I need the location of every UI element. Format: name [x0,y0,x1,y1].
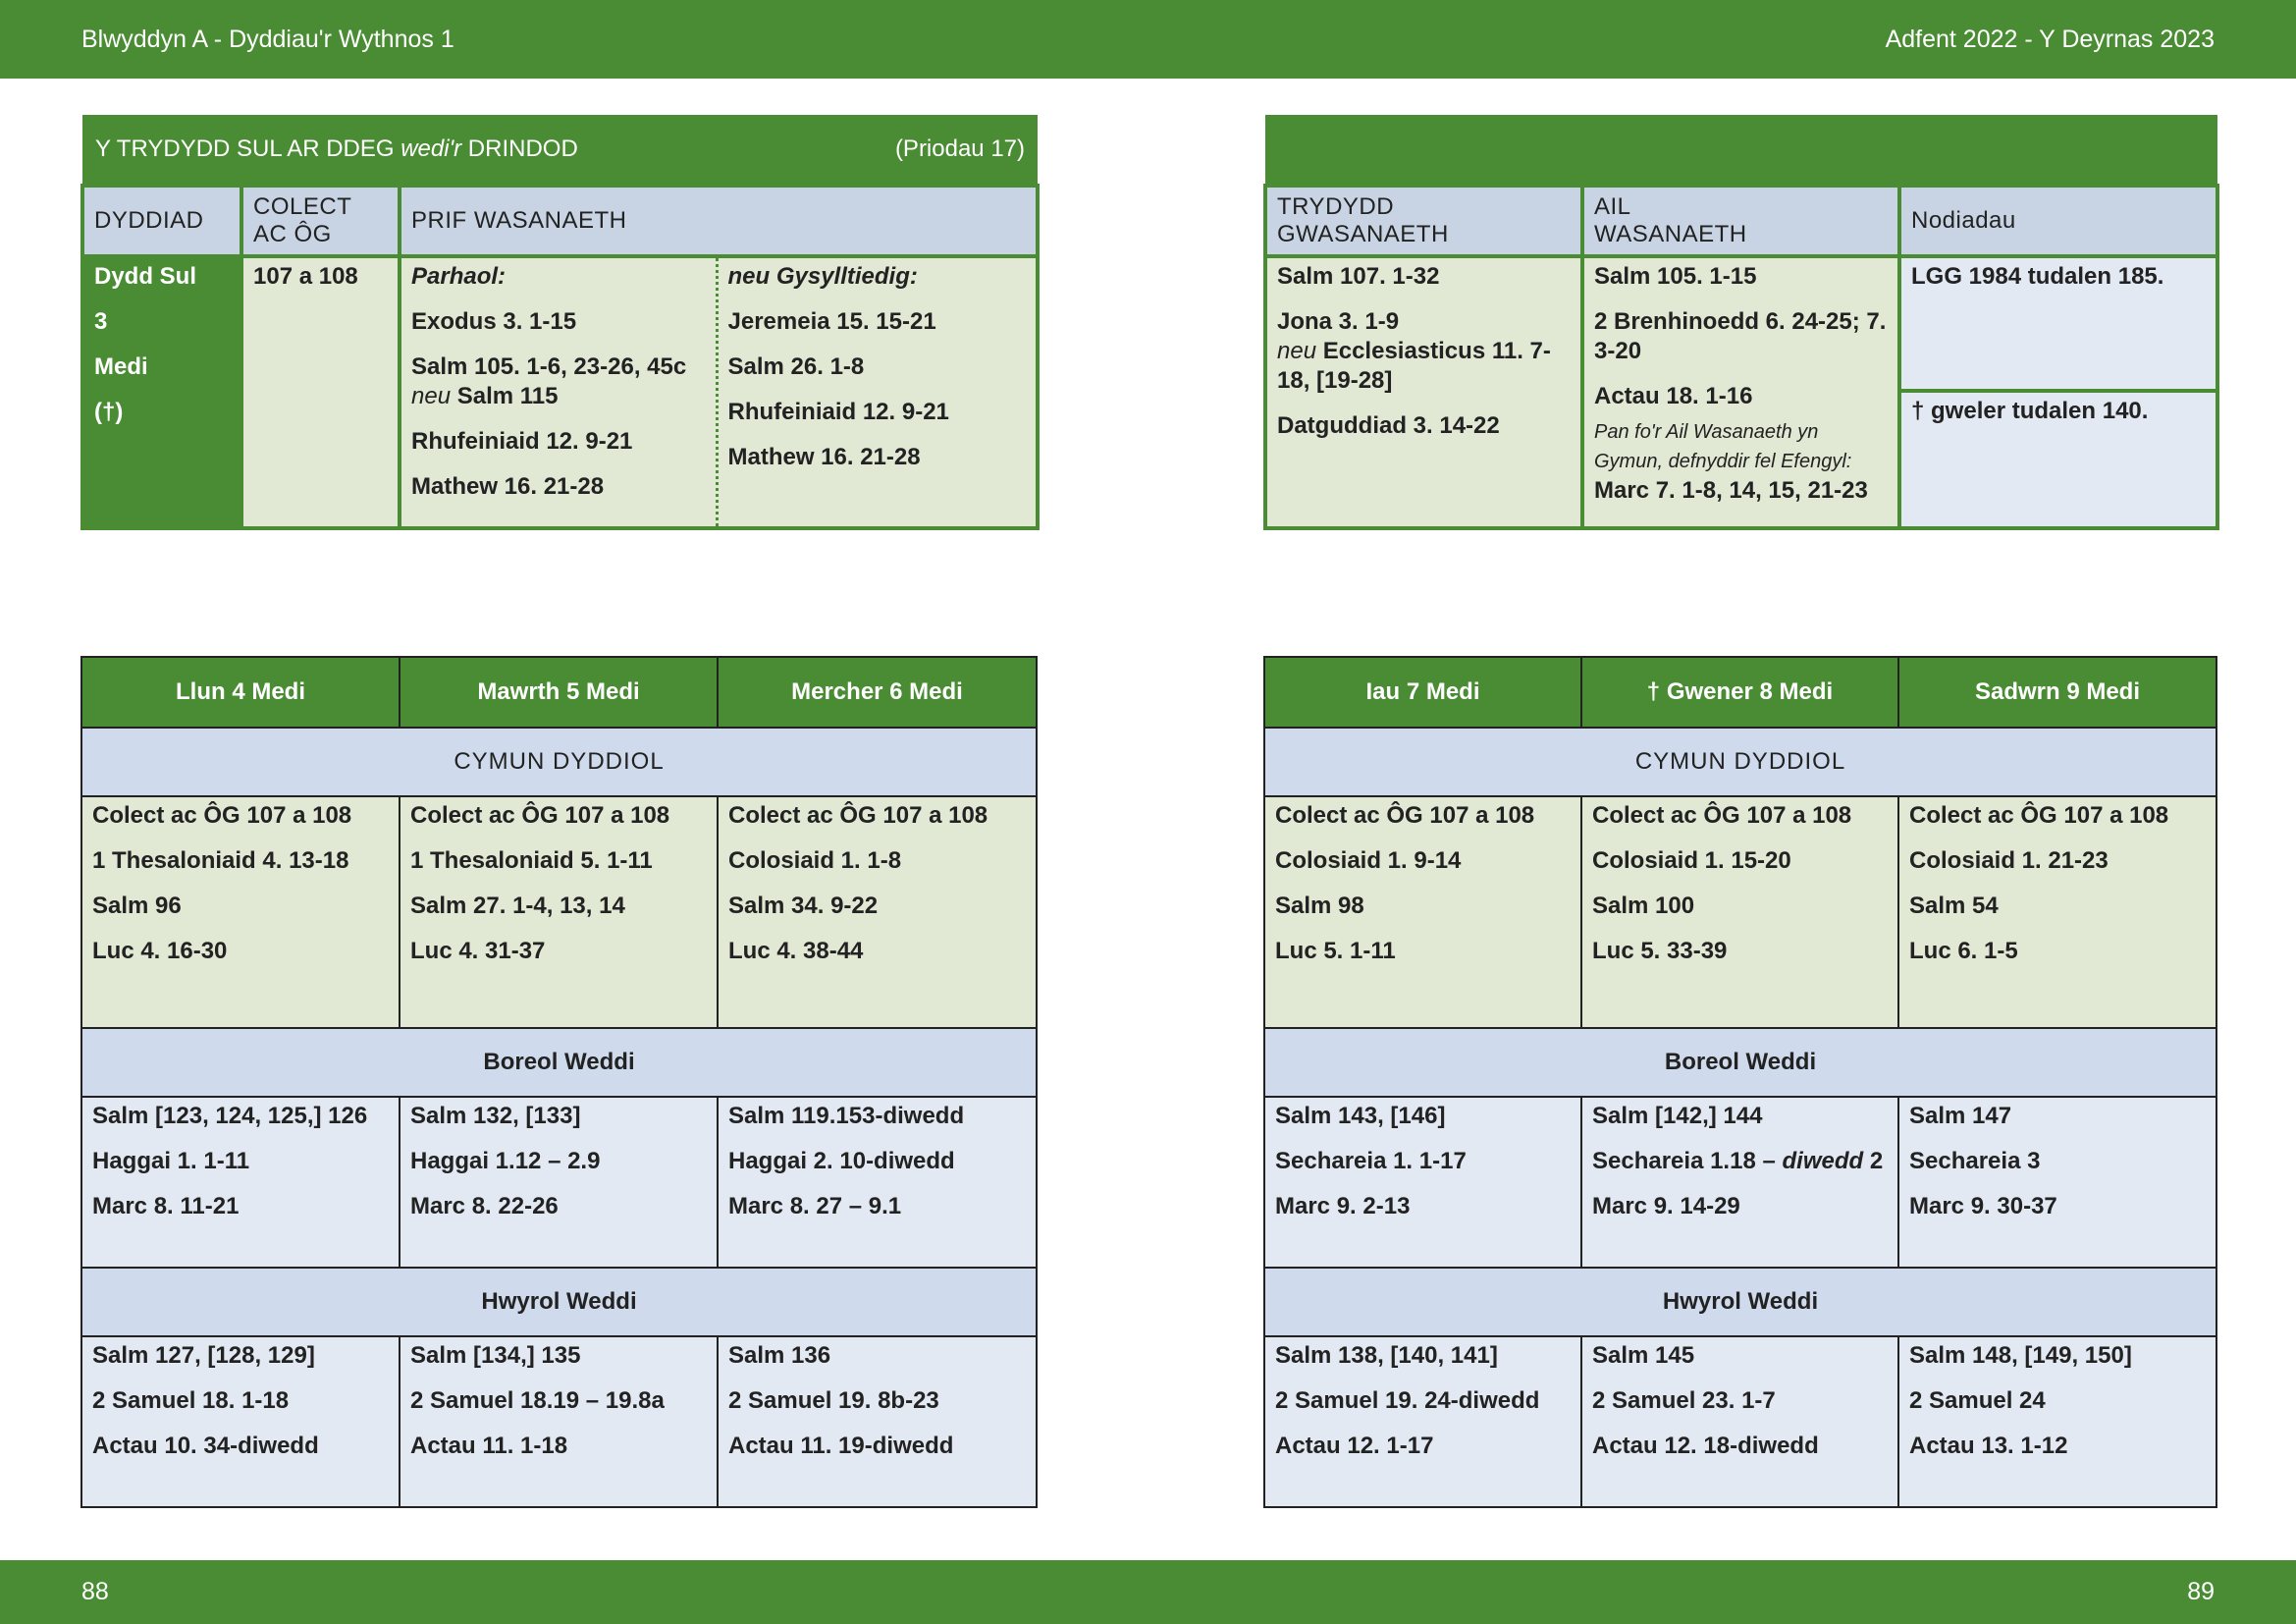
morning-readings: Salm [142,] 144 Sechareia 1.18 – diwedd 2 Marc 9. 14-29 [1581,1097,1898,1268]
morning-readings: Salm 147 Sechareia 3 Marc 9. 30-37 [1898,1097,2216,1268]
sunday-title-bar-right [1265,115,2217,186]
morning-readings: Salm 119.153-diwedd Haggai 2. 10-diwedd Marc 8. 27 – 9.1 [718,1097,1037,1268]
evening-readings: Salm 148, [149, 150] 2 Samuel 24 Actau 13. 1-12 [1898,1336,2216,1507]
header-third-service: TRYDYDD GWASANAETH [1265,186,1582,256]
evening-readings: Salm 127, [128, 129] 2 Samuel 18. 1-18 Actau 10. 34-diwedd [81,1336,400,1507]
section-morning-prayer: Boreol Weddi [81,1028,1037,1097]
header-bar [0,0,2296,79]
day-header: Sadwrn 9 Medi [1898,657,2216,728]
evening-readings: Salm 136 2 Samuel 19. 8b-23 Actau 11. 19-diwedd [718,1336,1037,1507]
day-header: Mercher 6 Medi [718,657,1037,728]
header-second-service: AIL WASANAETH [1582,186,1899,256]
morning-readings: Salm [123, 124, 125,] 126 Haggai 1. 1-11 Marc 8. 11-21 [81,1097,400,1268]
section-eucharist: CYMUN DYDDIOL [81,728,1037,796]
header-date: DYDDIAD [82,186,241,256]
day-header: Mawrth 5 Medi [400,657,718,728]
footer-bar [0,1560,2296,1624]
sunday-table-left [80,115,1036,530]
header-notes: Nodiadau [1899,186,2217,256]
sunday-title: Y TRYDYDD SUL AR DDEG wedi'r DRINDOD (Priodau 17) [82,115,1038,186]
header-right: Adfent 2022 - Y Deyrnas 2023 [1885,26,2215,53]
section-evening-prayer: Hwyrol Weddi [81,1268,1037,1336]
eucharist-readings: Colect ac ÔG 107 a 108 Colosiaid 1. 1-8 Salm 34. 9-22 Luc 4. 38-44 [718,796,1037,1028]
eucharist-readings: Colect ac ÔG 107 a 108 1 Thesaloniaid 4. 13-18 Salm 96 Luc 4. 16-30 [81,796,400,1028]
sunday-date: Dydd Sul 3 Medi (†) [82,256,241,528]
weekday-table-right [1263,656,2216,1508]
proper-number: (Priodau 17) [894,135,1026,162]
second-service-readings: Salm 105. 1-15 2 Brenhinoedd 6. 24-25; 7. 3-20 Actau 18. 1-16 Pan fo'r Ail Wasanaeth yn Gymun, defnyddir fel Efengyl: Marc 7. 1-8, 14, 15, 21-23 [1582,256,1899,528]
eucharist-readings: Colect ac ÔG 107 a 108 1 Thesaloniaid 5. 1-11 Salm 27. 1-4, 13, 14 Luc 4. 31-37 [400,796,718,1028]
day-header: † Gwener 8 Medi [1581,657,1898,728]
header-principal: PRIF WASANAETH [400,186,1038,256]
day-header: Llun 4 Medi [81,657,400,728]
weekday-table-left [80,656,1036,1508]
continuous-readings: Parhaol: Exodus 3. 1-15 Salm 105. 1-6, 23-26, 45c neu Salm 115 Rhufeiniaid 12. 9-21 Mathew 16. 21-28 [400,256,717,528]
notes-cell: LGG 1984 tudalen 185. † gweler tudalen 140. [1899,256,2217,528]
evening-readings: Salm 145 2 Samuel 23. 1-7 Actau 12. 18-diwedd [1581,1336,1898,1507]
morning-readings: Salm 132, [133] Haggai 1.12 – 2.9 Marc 8. 22-26 [400,1097,718,1268]
header-collect: COLECT AC ÔG [241,186,400,256]
eucharist-readings: Colect ac ÔG 107 a 108 Colosiaid 1. 21-23 Salm 54 Luc 6. 1-5 [1898,796,2216,1028]
third-service-readings: Salm 107. 1-32 Jona 3. 1-9 neu Ecclesiasticus 11. 7-18, [19-28] Datguddiad 3. 14-22 [1265,256,1582,528]
morning-readings: Salm 143, [146] Sechareia 1. 1-17 Marc 9. 2-13 [1264,1097,1581,1268]
section-evening-prayer: Hwyrol Weddi [1264,1268,2216,1336]
page-number-left: 88 [81,1578,109,1605]
eucharist-readings: Colect ac ÔG 107 a 108 Colosiaid 1. 15-20 Salm 100 Luc 5. 33-39 [1581,796,1898,1028]
header-left: Blwyddyn A - Dyddiau'r Wythnos 1 [81,26,454,53]
section-eucharist: CYMUN DYDDIOL [1264,728,2216,796]
section-morning-prayer: Boreol Weddi [1264,1028,2216,1097]
evening-readings: Salm [134,] 135 2 Samuel 18.19 – 19.8a Actau 11. 1-18 [400,1336,718,1507]
day-header: Iau 7 Medi [1264,657,1581,728]
sunday-table-right [1263,115,2216,530]
sunday-collect: 107 a 108 [241,256,400,528]
evening-readings: Salm 138, [140, 141] 2 Samuel 19. 24-diwedd Actau 12. 1-17 [1264,1336,1581,1507]
eucharist-readings: Colect ac ÔG 107 a 108 Colosiaid 1. 9-14 Salm 98 Luc 5. 1-11 [1264,796,1581,1028]
page-number-right: 89 [2187,1578,2215,1605]
related-readings: neu Gysylltiedig: Jeremeia 15. 15-21 Salm 26. 1-8 Rhufeiniaid 12. 9-21 Mathew 16. 21-28 [717,256,1038,528]
